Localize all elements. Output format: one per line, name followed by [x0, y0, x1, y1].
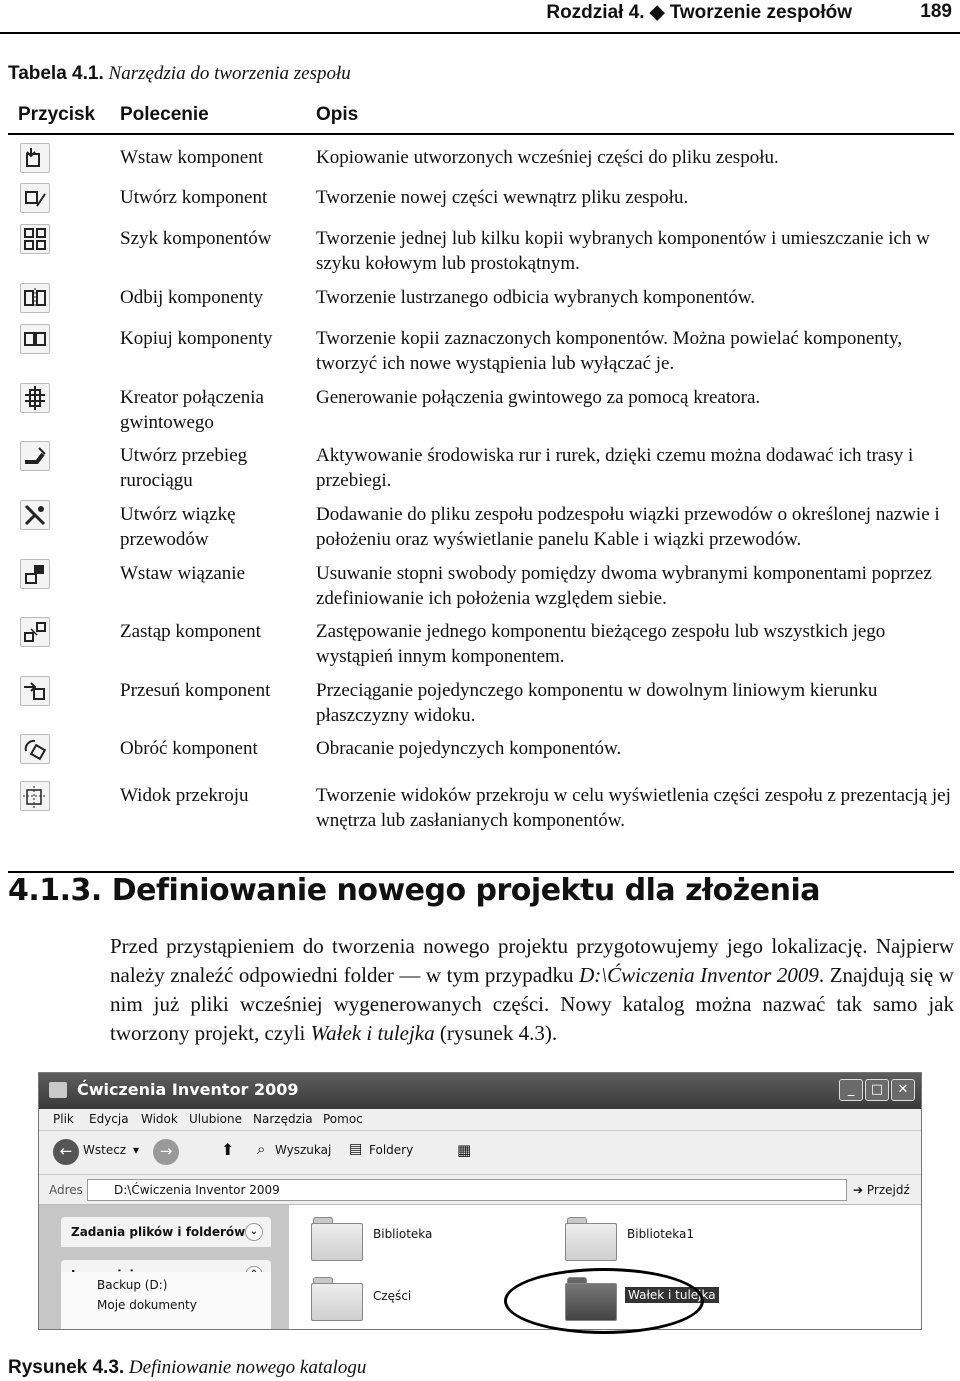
folders-icon: ▤	[349, 1141, 363, 1157]
running-header	[0, 0, 960, 30]
para-path: D:\Ćwiczenia Inventor 2009	[579, 963, 819, 987]
row-command: Obróć komponent	[120, 738, 258, 759]
body-paragraph	[110, 932, 954, 1048]
para-text-1: Przed przystąpieniem do tworzenia nowego projektu przygotowujemy jego lokalizację. Najpierw należy znaleźć odpowiedni folder — w tym przypadku	[110, 934, 954, 987]
row-description: Zastępowanie jednego komponentu bieżącego zespołu lub wszystkich jego wystąpień innym komponentem.	[316, 621, 886, 667]
toolbar	[39, 1131, 922, 1175]
menu-edit[interactable]: Edycja	[89, 1112, 129, 1126]
go-arrow-icon: ➔	[853, 1183, 867, 1197]
para-text-3: (rysunek 4.3).	[434, 1021, 558, 1045]
place-my-documents[interactable]: Moje dokumenty	[97, 1298, 197, 1312]
row-description: Tworzenie kopii zaznaczonych komponentów. Można powielać komponenty, tworzyć ich nowe wystąpienia lub wyłączać je.	[316, 328, 903, 374]
menu-bar	[39, 1109, 922, 1131]
row-command: Wstaw wiązanie	[120, 563, 246, 584]
close-button[interactable]: ✕	[891, 1079, 915, 1101]
row-description: Obracanie pojedynczych komponentów.	[316, 738, 622, 759]
header-command: Polecenie	[120, 104, 209, 125]
move-component-icon	[20, 676, 50, 706]
row-description: Kopiowanie utworzonych wcześniej części do pliku zespołu.	[316, 147, 779, 168]
row-description: Dodawanie do pliku zespołu podzespołu wiązki przewodów o określonej nazwie i położeniu oraz wyświetlanie panelu Kable i wiązki przewodów.	[316, 504, 940, 550]
search-button[interactable]: Wyszukaj	[275, 1143, 332, 1157]
address-bar	[39, 1175, 922, 1205]
go-button[interactable]	[853, 1183, 910, 1197]
figure-caption	[8, 1357, 366, 1379]
tube-and-pipe-icon	[20, 441, 50, 471]
menu-view[interactable]: Widok	[141, 1112, 178, 1126]
chevron-down-icon[interactable]: ⌄	[245, 1223, 263, 1241]
pattern-components-icon	[20, 224, 50, 254]
rotate-component-icon	[20, 734, 50, 764]
forward-arrow-icon[interactable]: →	[153, 1139, 179, 1165]
folders-button[interactable]: Foldery	[369, 1143, 414, 1157]
para-folder-name: Wałek i tulejka	[310, 1021, 435, 1045]
table-header	[8, 97, 954, 135]
row-description: Tworzenie jednej lub kilku kopii wybranych komponentów i umieszczanie ich w szyku kołowym lub prostokątnym.	[316, 228, 930, 274]
menu-tools[interactable]: Narzędzia	[253, 1112, 313, 1126]
address-value: D:\Ćwiczenia Inventor 2009	[114, 1183, 280, 1197]
section-view-icon	[20, 781, 50, 811]
section-heading: 4.1.3. Definiowanie nowego projektu dla złożenia	[8, 873, 820, 908]
folder-icon[interactable]	[311, 1217, 363, 1261]
back-button[interactable]: Wstecz	[83, 1143, 127, 1157]
menu-help[interactable]: Pomoc	[323, 1112, 363, 1126]
row-command: Szyk komponentów	[120, 228, 272, 249]
row-command: Kreator połączenia gwintowego	[120, 387, 264, 433]
row-command: Utwórz wiązkę przewodów	[120, 504, 236, 550]
replace-component-icon	[20, 617, 50, 647]
folder-icon	[49, 1082, 67, 1098]
row-command: Zastąp komponent	[120, 621, 261, 642]
tools-table	[8, 97, 954, 831]
copy-components-icon	[20, 324, 50, 354]
back-arrow-icon[interactable]: ←	[53, 1139, 79, 1165]
row-description: Aktywowanie środowiska rur i rurek, dzięki czemu można dodawać ich trasy i przebiegi.	[316, 445, 914, 491]
row-command: Widok przekroju	[120, 785, 249, 806]
table-title: Narzędzia do tworzenia zespołu	[108, 63, 351, 84]
header-rule	[0, 32, 960, 34]
create-component-icon	[20, 183, 50, 213]
minimize-button[interactable]: _	[839, 1079, 863, 1101]
row-description: Przeciąganie pojedynczego komponentu w dowolnym liniowym kierunku płaszczyzny widoku.	[316, 680, 878, 726]
row-command: Odbij komponenty	[120, 287, 264, 308]
place-component-icon	[20, 143, 50, 173]
place-backup-d[interactable]: Backup (D:)	[97, 1278, 168, 1292]
folder-label[interactable]: Biblioteka	[373, 1227, 433, 1241]
constraint-icon	[20, 559, 50, 589]
row-description: Usuwanie stopni swobody pomiędzy dwoma wybranymi komponentami poprzez zdefiniowanie ich położenia względem siebie.	[316, 563, 932, 609]
explorer-window	[38, 1072, 922, 1330]
row-description: Tworzenie nowej części wewnątrz pliku zespołu.	[316, 187, 689, 208]
menu-file[interactable]: Plik	[53, 1112, 74, 1126]
page-number: 189	[920, 1, 952, 22]
folder-label[interactable]: Części	[373, 1289, 412, 1303]
header-description: Opis	[316, 104, 359, 125]
row-command: Utwórz przebieg rurociągu	[120, 445, 248, 491]
address-label: Adres	[49, 1183, 83, 1197]
row-command: Wstaw komponent	[120, 147, 264, 168]
table-label: Tabela 4.1.	[8, 63, 104, 84]
bolted-connection-icon	[20, 383, 50, 413]
highlight-ellipse	[504, 1268, 704, 1334]
header-button: Przycisk	[18, 104, 96, 125]
window-titlebar	[39, 1073, 922, 1109]
folder-icon[interactable]	[565, 1217, 617, 1261]
row-command: Utwórz komponent	[120, 187, 268, 208]
figure-title: Definiowanie nowego katalogu	[128, 1357, 367, 1378]
task-panel-title: Zadania plików i folderów	[71, 1225, 246, 1239]
row-command: Kopiuj komponenty	[120, 328, 273, 349]
other-places-list	[61, 1272, 271, 1330]
folder-label[interactable]: Biblioteka1	[627, 1227, 695, 1241]
address-input[interactable]	[87, 1179, 847, 1201]
chapter-title: Rozdział 4. ◆ Tworzenie zespołów	[546, 2, 852, 23]
up-folder-icon[interactable]: ⬆	[221, 1140, 235, 1159]
row-command: Przesuń komponent	[120, 680, 271, 701]
cable-harness-icon	[20, 500, 50, 530]
row-description: Tworzenie widoków przekroju w celu wyświetlenia części zespołu z prezentacją jej wnętrza lub zasłanianych komponentów.	[316, 785, 951, 831]
para-text-2: . Znajdują się w nim już pliki wcześniej wygenerowanych części. Nowy katalog można nazwać tak samo jak tworzony projekt, czyli	[110, 963, 954, 1045]
maximize-button[interactable]: □	[865, 1079, 889, 1101]
folder-label-selected[interactable]: Wałek i tulejka	[625, 1287, 719, 1303]
chevron-down-icon[interactable]: ▾	[133, 1143, 140, 1157]
figure-label: Rysunek 4.3.	[8, 1357, 125, 1378]
window-title: Ćwiczenia Inventor 2009	[77, 1080, 299, 1099]
row-description: Tworzenie lustrzanego odbicia wybranych komponentów.	[316, 287, 756, 308]
folder-icon[interactable]	[311, 1277, 363, 1321]
menu-favorites[interactable]: Ulubione	[189, 1112, 243, 1126]
table-caption	[8, 63, 351, 85]
go-label: Przejdź	[866, 1183, 910, 1197]
mirror-components-icon	[20, 283, 50, 313]
views-icon[interactable]: ▦	[457, 1141, 472, 1159]
search-icon: ⌕	[257, 1140, 266, 1158]
task-panel-header[interactable]	[61, 1217, 271, 1247]
row-description: Generowanie połączenia gwintowego za pomocą kreatora.	[316, 387, 761, 408]
